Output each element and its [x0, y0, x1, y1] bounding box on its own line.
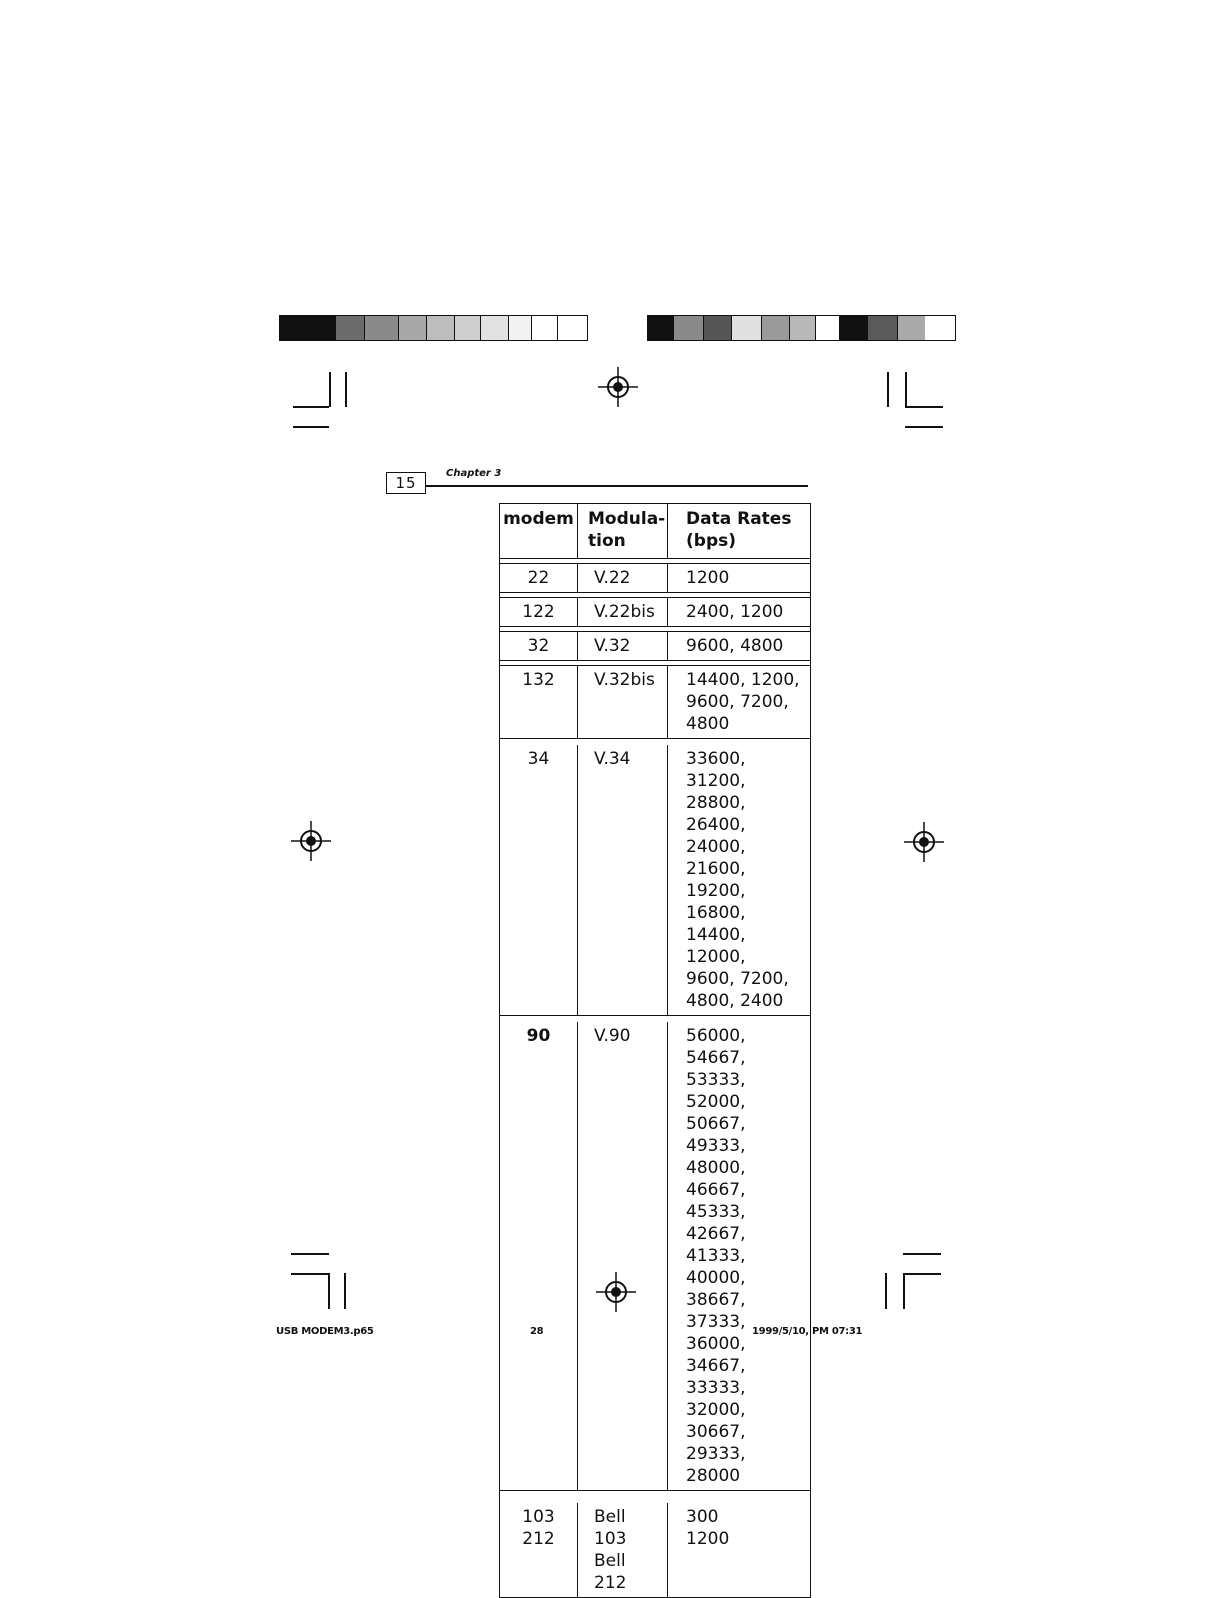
crop-mark-br-h1 [903, 1273, 941, 1275]
modem-cell: 32 [500, 632, 578, 660]
table-row [500, 666, 810, 739]
crop-mark-tr-h1 [905, 406, 943, 408]
crop-mark-tr-v1 [887, 372, 889, 407]
modem-cell: 103 212 [500, 1503, 578, 1597]
table-row [500, 1016, 810, 1491]
rates-cell: 2400, 1200 [686, 602, 784, 622]
registration-target-right-icon [904, 822, 944, 862]
crop-mark-tl-v2 [345, 372, 347, 407]
table-row [500, 1491, 810, 1597]
modulation-cell: V.34 [578, 745, 668, 1015]
crop-mark-tr-v2 [905, 372, 907, 407]
table-header-row [500, 504, 810, 559]
rates-cell: 1200 [686, 568, 730, 588]
modulation-cell: V.22bis [578, 598, 668, 626]
modem-cell: 122 [500, 598, 578, 626]
modem-cell: 22 [500, 564, 578, 592]
column-header-modulation: Modula- tion [578, 504, 668, 558]
rates-cell: 9600, 4800 [686, 636, 784, 656]
footer-timestamp: 1999/5/10, PM 07:31 [752, 1326, 863, 1337]
footer-filename: USB MODEM3.p65 [276, 1326, 374, 1337]
modem-cell: 90 [500, 1022, 578, 1490]
crop-mark-tl-h1 [293, 406, 329, 408]
modulation-cell: V.32bis [578, 666, 668, 738]
modem-table [499, 503, 811, 1598]
modulation-cell: Bell 103 Bell 212 [578, 1503, 668, 1597]
column-header-data-rates: Data Rates (bps) [686, 509, 792, 551]
modem-cell: 34 [500, 745, 578, 1015]
modulation-cell: V.22 [578, 564, 668, 592]
chapter-label: Chapter 3 [446, 468, 502, 479]
crop-mark-br-h2 [903, 1253, 941, 1255]
table-row [500, 564, 810, 593]
rates-cell: 33600, 31200, 28800, 26400, 24000, 21600, 19200, 16800, 14400, 12000, 9600, 7200, 4800, 2400 [686, 749, 789, 1011]
table-row [500, 739, 810, 1016]
color-bar-right [647, 315, 956, 341]
rates-cell: 14400, 1200, 9600, 7200, 4800 [686, 670, 800, 734]
rates-cell: 56000, 54667, 53333, 52000, 50667, 49333, 48000, 46667, 45333, 42667, 41333, 40000, 38667, 37333, 36000, 34667, 33333, 32000, 30667, 29333, 28000 [686, 1026, 746, 1486]
page-number: 15 [386, 472, 426, 494]
modem-cell: 132 [500, 666, 578, 738]
footer-page: 28 [530, 1326, 544, 1337]
crop-mark-bl-v1 [328, 1273, 330, 1309]
header-rule [426, 485, 808, 487]
crop-mark-bl-h2 [291, 1253, 329, 1255]
registration-target-left-icon [291, 821, 331, 861]
crop-mark-bl-v2 [344, 1273, 346, 1309]
modulation-cell: V.90 [578, 1022, 668, 1490]
crop-mark-br-v2 [903, 1273, 905, 1309]
crop-mark-tr-h2 [905, 426, 943, 428]
crop-mark-tl-h2 [293, 426, 329, 428]
crop-mark-br-v1 [885, 1273, 887, 1309]
rates-cell: 300 1200 [686, 1507, 730, 1549]
crop-mark-bl-h1 [291, 1273, 329, 1275]
column-header-modem: modem [500, 504, 578, 558]
table-row [500, 632, 810, 661]
modulation-cell: V.32 [578, 632, 668, 660]
table-row [500, 598, 810, 627]
color-bar-left [279, 315, 588, 341]
crop-mark-tl-v1 [329, 372, 331, 407]
registration-target-top-icon [598, 367, 638, 407]
